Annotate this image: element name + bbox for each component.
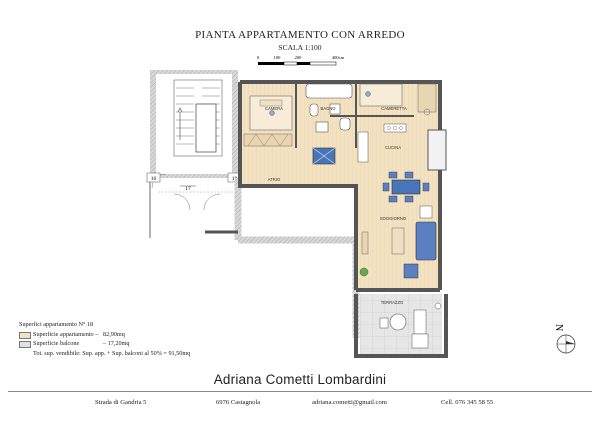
divider — [8, 391, 592, 392]
room-label-bagno: BAGNO — [320, 106, 336, 111]
scale-tick-0: 0 — [256, 55, 260, 60]
room-label-soggiorno: SOGGIORNO — [379, 216, 407, 221]
swatch-balcony — [19, 341, 31, 348]
swatch-apartment — [19, 332, 31, 339]
surface-total: Tot. sup. vendibile: Sup. app. + Sup. balconi al 50% = 91,50mq — [33, 349, 191, 357]
scale-tick-400: 400cm — [331, 55, 345, 60]
plan-title: PIANTA APPARTAMENTO CON ARREDO — [195, 29, 405, 41]
footer-email: adriana.cometti@gmail.com — [312, 399, 387, 406]
surface-label: Superficie balcone — [33, 340, 80, 347]
scale-label: SCALA 1:100 — [278, 43, 322, 52]
room-label-terrazzo: TERRAZZO — [380, 300, 404, 305]
marker-17: 17 — [185, 186, 191, 192]
footer-city: 6976 Castagnola — [216, 399, 261, 406]
room-label-atrio: ATRIO — [267, 177, 281, 182]
scale-tick-200: 200 — [294, 55, 302, 60]
marker-16: 16 — [150, 176, 157, 182]
room-label-cucina: CUCINA — [384, 145, 402, 150]
surface-row-balcony — [19, 339, 190, 349]
room-label-cameretta: CAMERETTA — [381, 106, 407, 111]
north-label: N — [553, 324, 564, 332]
footer-address: Strada di Gandria 5 — [95, 399, 147, 406]
surfaces-legend — [19, 320, 190, 358]
scale-bar — [257, 55, 345, 65]
north-arrow — [553, 324, 575, 353]
scale-tick-100: 100 — [273, 55, 281, 60]
surface-value: – 17,20mq — [103, 340, 130, 347]
surfaces-heading: Superfici appartamento N° 18 — [19, 321, 94, 328]
surface-label: Superficie appartamento – — [33, 330, 99, 338]
room-label-camera: CAMERA — [265, 106, 283, 111]
camera-furniture — [244, 96, 292, 146]
surface-value: 82,90mq — [103, 330, 125, 338]
footer-phone: Cell. 076 345 58 55 — [441, 399, 494, 406]
author-name: Adriana Cometti Lombardini — [213, 372, 387, 387]
marker-18: 18 — [231, 176, 238, 182]
stairwell — [150, 70, 238, 238]
surface-row-apartment — [19, 330, 190, 340]
